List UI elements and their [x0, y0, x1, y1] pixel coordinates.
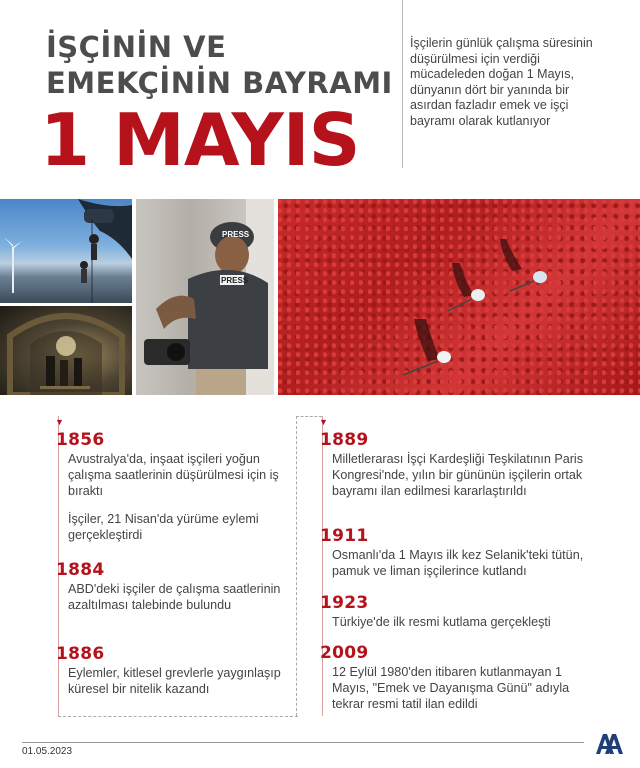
timeline-connector-vertical [296, 416, 298, 716]
footer-date: 01.05.2023 [22, 746, 73, 757]
year-2009: 2009 [320, 643, 369, 663]
press-vest-label: PRESS [221, 276, 249, 285]
event-1856-extra: İşçiler, 21 Nisan'da yürüme eylemi gerçekleştirdi [68, 512, 259, 543]
mine-tunnel-icon [0, 306, 132, 395]
event-1923: Türkiye'de ilk resmi kutlama gerçekleşti [332, 615, 551, 629]
aa-logo-icon [594, 730, 624, 761]
wind-turbine-icon [0, 199, 132, 303]
timeline-left-arrow-icon: ▼ [55, 417, 64, 427]
press-journalist-photo [136, 199, 274, 395]
header-divider [402, 0, 403, 168]
year-1886: 1886 [56, 644, 105, 664]
event-1886: Eylemler, kitlesel grevlerle yaygınlaşıp küresel bir nitelik kazandı [68, 666, 281, 697]
title-line-1: İŞÇİNİN VE [46, 30, 227, 64]
field-workers-icon [278, 199, 640, 395]
press-helmet-label: PRESS [222, 230, 250, 239]
year-1889: 1889 [320, 430, 369, 450]
footer-divider [22, 742, 584, 743]
wind-workers-photo [0, 199, 132, 303]
journalist-icon [136, 199, 274, 395]
miners-photo [0, 306, 132, 395]
event-1856: Avustralya'da, inşaat işçileri yoğun çalışma saatlerinin düşürülmesi için iş bıraktı [68, 452, 279, 499]
event-2009: 12 Eylül 1980'den itibaren kutlanmayan 1 Mayıs, "Emek ve Dayanışma Günü" adıyla tekrar resmi tatil ilan edildi [332, 665, 570, 712]
pepper-field-photo [278, 199, 640, 395]
year-1911: 1911 [320, 526, 369, 546]
intro-text: İşçilerin günlük çalışma süresinin düşürülmesi için verdiği mücadeleden doğan 1 Mayıs, dünyanın dört bir yanında bir asırdan fazladır emek ve işçi bayramı olarak kutlanıyor [410, 36, 593, 128]
year-1923: 1923 [320, 593, 369, 613]
main-title: 1 MAYIS [40, 98, 360, 182]
title-line-2: EMEKÇİNİN BAYRAMI [46, 66, 393, 100]
timeline-connector-bottom [58, 716, 298, 718]
year-1884: 1884 [56, 560, 105, 580]
timeline-right-line [322, 416, 323, 716]
event-1884: ABD'deki işçiler de çalışma saatlerinin azaltılması talebinde bulundu [68, 582, 281, 613]
event-1889: Milletlerarası İşçi Kardeşliği Teşkilatının Paris Kongresi'nde, yılın bir gününün işçilerin ortak bayramı ilan edilmesi kararlaştırıldı [332, 452, 584, 499]
year-1856: 1856 [56, 430, 105, 450]
event-1911: Osmanlı'da 1 Mayıs ilk kez Selanik'teki tütün, pamuk ve liman işçilerince kutlandı [332, 548, 584, 579]
timeline-right-arrow-icon: ▼ [319, 417, 328, 427]
